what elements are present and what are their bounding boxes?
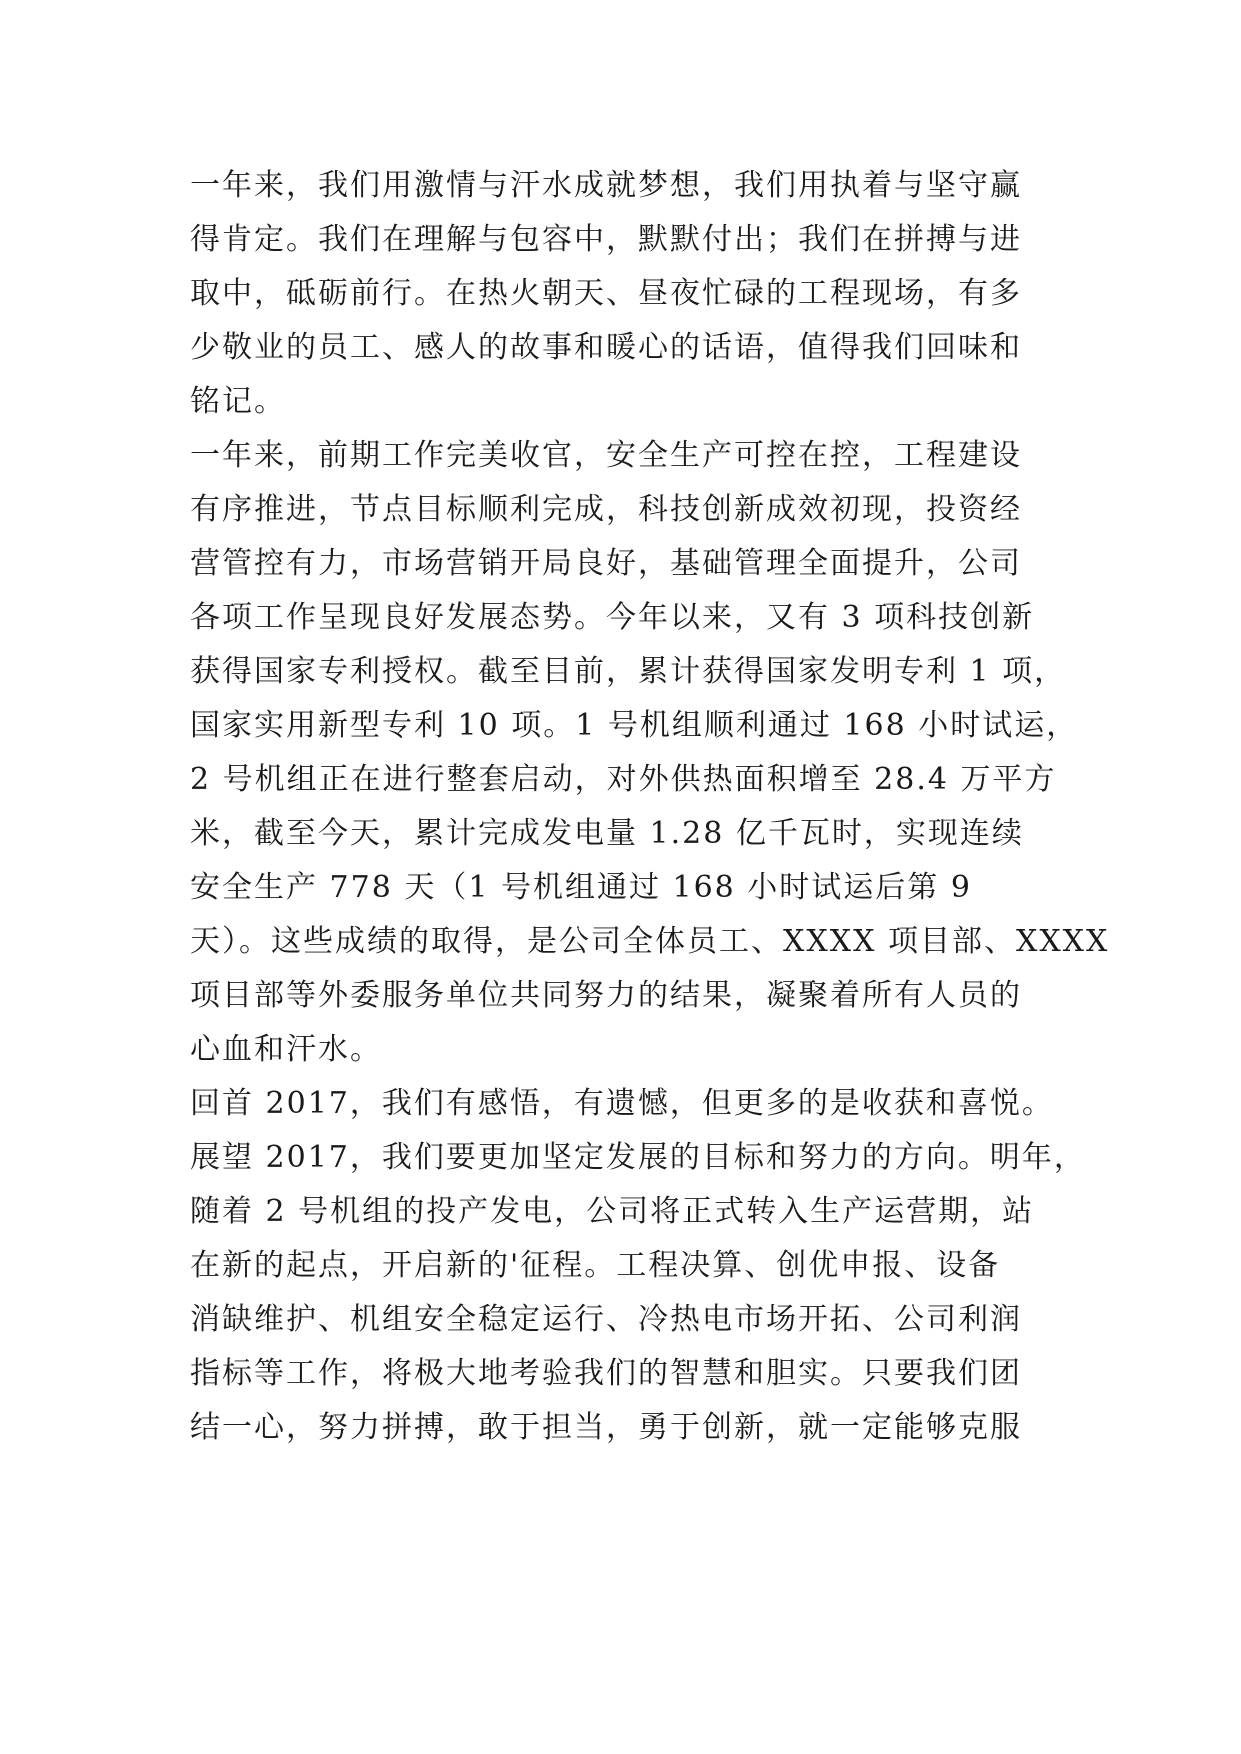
text-line: 获得国家专利授权。截至目前，累计获得国家发明专利 1 项，: [190, 654, 1067, 689]
text-line: 展望 2017，我们要更加坚定发展的目标和努力的方向。明年，: [190, 1140, 1086, 1175]
text-line: 随着 2 号机组的投产发电，公司将正式转入生产运营期，站: [190, 1194, 1035, 1229]
text-line: 铭记。: [190, 384, 286, 419]
text-line: 营管控有力，市场营销开局良好，基础管理全面提升，公司: [190, 546, 1022, 581]
text-line: 一年来，我们用激情与汗水成就梦想，我们用执着与坚守赢: [190, 168, 1022, 203]
text-line: 国家实用新型专利 10 项。1 号机组顺利通过 168 小时试运，: [190, 708, 1079, 743]
text-line: 项目部等外委服务单位共同努力的结果，凝聚着所有人员的: [190, 978, 1022, 1013]
text-line: 有序推进，节点目标顺利完成，科技创新成效初现，投资经: [190, 492, 1022, 527]
text-line: 2 号机组正在进行整套启动，对外供热面积增至 28.4 万平方: [190, 762, 1057, 797]
text-line: 回首 2017，我们有感悟，有遗憾，但更多的是收获和喜悦。: [190, 1086, 1054, 1121]
text-line: 消缺维护、机组安全稳定运行、冷热电市场开拓、公司利润: [190, 1302, 1022, 1337]
text-line: 一年来，前期工作完美收官，安全生产可控在控，工程建设: [190, 438, 1022, 473]
text-line: 少敬业的员工、感人的故事和暖心的话语，值得我们回味和: [190, 330, 1022, 365]
document-body: [190, 159, 1110, 1455]
text-line: 结一心，努力拼搏，敢于担当，勇于创新，就一定能够克服: [190, 1410, 1022, 1445]
text-line: 天）。这些成绩的取得，是公司全体员工、XXXX 项目部、XXXX: [190, 924, 1110, 959]
text-line: 取中，砥砺前行。在热火朝天、昼夜忙碌的工程现场，有多: [190, 276, 1022, 311]
text-line: 米，截至今天，累计完成发电量 1.28 亿千瓦时，实现连续: [190, 816, 1024, 851]
text-line: 在新的起点，开启新的'征程。工程决算、创优申报、设备: [190, 1248, 1001, 1283]
text-line: 安全生产 778 天（1 号机组通过 168 小时试运后第 9: [190, 870, 972, 905]
text-line: 各项工作呈现良好发展态势。今年以来，又有 3 项科技创新: [190, 600, 1035, 635]
text-line: 心血和汗水。: [190, 1032, 382, 1067]
text-line: 指标等工作，将极大地考验我们的智慧和胆实。只要我们团: [190, 1356, 1022, 1391]
text-line: 得肯定。我们在理解与包容中，默默付出；我们在拼搏与进: [190, 222, 1022, 257]
